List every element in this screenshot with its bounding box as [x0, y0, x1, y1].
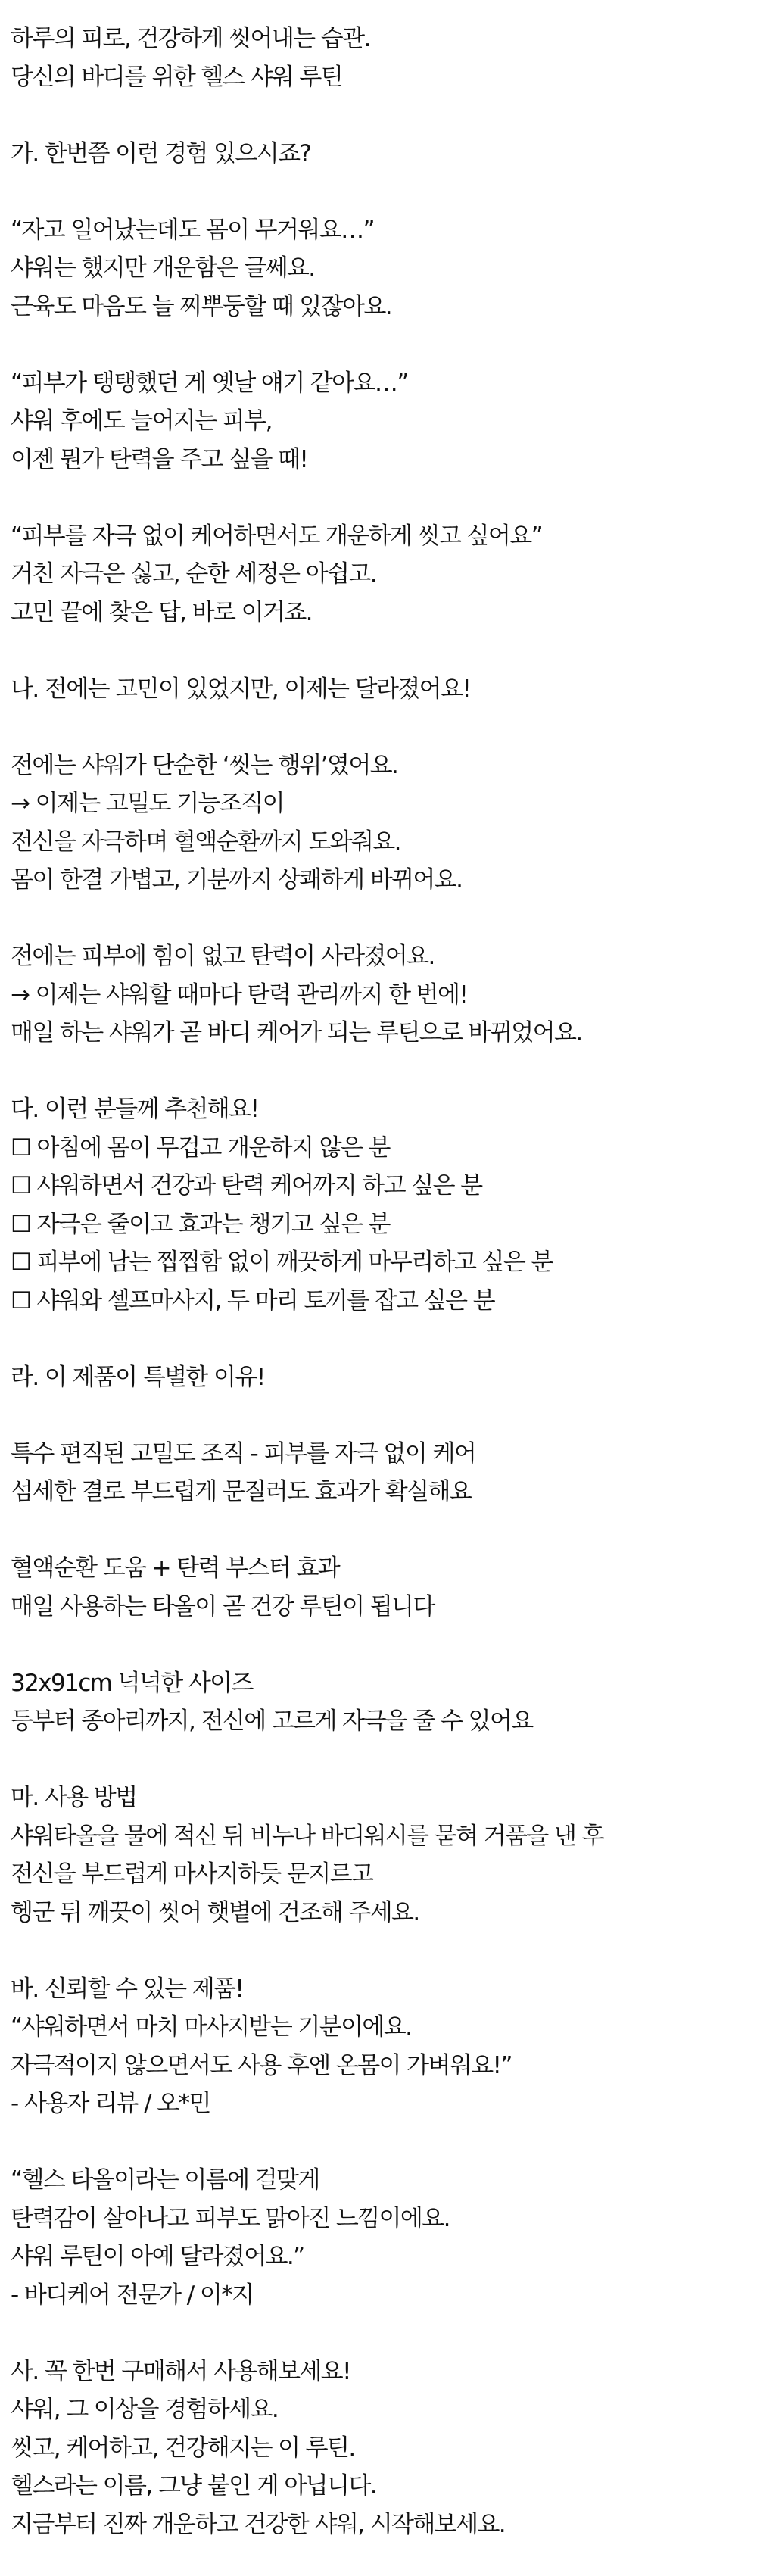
quote-line: “헬스 타올이라는 이름에 걸맞게: [11, 2166, 319, 2194]
feature-paragraph-2: [11, 1549, 757, 1626]
text-line: 이젠 뭔가 탄력을 주고 싶을 때!: [11, 445, 308, 473]
feature-title: 혈액순환 도움 + 탄력 부스터 효과: [11, 1555, 340, 1582]
text-line: 고민 끝에 찾은 답, 바로 이거죠.: [11, 598, 312, 626]
section-ga-heading-block: [11, 135, 757, 173]
text-line: 헹군 뒤 깨끗이 씻어 햇볕에 건조해 주세요.: [11, 1898, 419, 1926]
text-line: 샤워, 그 이상을 경험하세요.: [11, 2396, 279, 2423]
text-line: 지금부터 진짜 개운하고 건강한 샤워, 시작해보세요.: [11, 2510, 506, 2538]
text-line: 샤워는 했지만 개운함은 글쎄요.: [11, 254, 315, 282]
text-line: 등부터 종아리까지, 전신에 고르게 자극을 줄 수 있어요: [11, 1707, 533, 1735]
section-heading: 다. 이런 분들께 추천해요!: [11, 1096, 259, 1123]
checklist-item: ☐ 아침에 몸이 무겁고 개운하지 않은 분: [11, 1134, 390, 1162]
usage-block: [11, 1779, 757, 1932]
feature-title: 32x91cm 넉넉한 사이즈: [11, 1669, 253, 1697]
section-heading: 가. 한번쯤 이런 경험 있으시죠?: [11, 139, 311, 167]
headline: 하루의 피로, 건강하게 씻어내는 습관.: [11, 25, 370, 52]
text-line: 매일 사용하는 타올이 곧 건강 루틴이 됩니다: [11, 1592, 435, 1620]
checklist-item: ☐ 샤워와 셀프마사지, 두 마리 토끼를 잡고 싶은 분: [11, 1286, 495, 1315]
text-line: 전에는 샤워가 단순한 ‘씻는 행위’였어요.: [11, 751, 398, 779]
review-attribution: - 바디케어 전문가 / 이*지: [11, 2281, 254, 2309]
checklist-item: ☐ 샤워하면서 건강과 탄력 케어까지 하고 싶은 분: [11, 1172, 482, 1199]
text-line: 거친 자극은 싫고, 순한 세정은 아쉽고.: [11, 560, 376, 588]
section-heading: 바. 신뢰할 수 있는 제품!: [11, 1975, 244, 2003]
experience-paragraph-3: [11, 517, 757, 632]
subheadline: 당신의 바디를 위한 헬스 샤워 루틴: [11, 63, 343, 91]
text-line: 몸이 한결 가볍고, 기분까지 상쾌하게 바뀌어요.: [11, 866, 463, 893]
arrow-line: → 이제는 샤워할 때마다 탄력 관리까지 한 번에!: [11, 981, 468, 1009]
quote-line: “피부를 자극 없이 케어하면서도 개운하게 씻고 싶어요”: [11, 522, 543, 550]
text-line: 샤워타올을 물에 적신 뒤 비누나 바디워시를 묻혀 거품을 낸 후: [11, 1822, 603, 1850]
text-line: 헬스라는 이름, 그냥 붙인 게 아닙니다.: [11, 2472, 376, 2500]
quote-line: 자극적이지 않으면서도 사용 후엔 온몸이 가벼워요!”: [11, 2051, 512, 2079]
text-line: 전에는 피부에 힘이 없고 탄력이 사라졌어요.: [11, 943, 435, 970]
checklist-item: ☐ 자극은 줄이고 효과는 챙기고 싶은 분: [11, 1210, 390, 1238]
review-block-1: [11, 1970, 757, 2123]
feature-paragraph-1: [11, 1435, 757, 1511]
text-line: 전신을 부드럽게 마사지하듯 문지르고: [11, 1860, 373, 1888]
section-ra-heading-block: [11, 1358, 757, 1397]
section-heading: 마. 사용 방법: [11, 1784, 137, 1811]
section-na-heading-block: [11, 670, 757, 709]
arrow-line: → 이제는 고밀도 기능조직이: [11, 790, 284, 817]
quote-line: “피부가 탱탱했던 게 옛날 얘기 같아요…”: [11, 369, 408, 397]
quote-line: “샤워하면서 마치 마사지받는 기분이에요.: [11, 2013, 412, 2041]
experience-paragraph-2: [11, 364, 757, 479]
experience-paragraph-1: [11, 211, 757, 326]
text-line: 샤워 후에도 늘어지는 피부,: [11, 407, 272, 435]
text-line: 매일 하는 샤워가 곧 바디 케어가 되는 루틴으로 바뀌었어요.: [11, 1019, 582, 1046]
checklist-item: ☐ 피부에 남는 찝찝함 없이 깨끗하게 마무리하고 싶은 분: [11, 1249, 553, 1276]
text-line: 근육도 마음도 늘 찌뿌둥할 때 있잖아요.: [11, 292, 392, 320]
feature-title: 특수 편직된 고밀도 조직 - 피부를 자극 없이 케어: [11, 1439, 476, 1467]
before-after-paragraph-1: [11, 747, 757, 900]
text-line: 전신을 자극하며 혈액순환까지 도와줘요.: [11, 828, 400, 856]
closing-block: [11, 2353, 757, 2544]
section-heading: 나. 전에는 고민이 있었지만, 이제는 달라졌어요!: [11, 675, 471, 703]
section-heading: 라. 이 제품이 특별한 이유!: [11, 1363, 265, 1391]
before-after-paragraph-2: [11, 937, 757, 1053]
review-block-2: [11, 2161, 757, 2314]
quote-line: “자고 일어났는데도 몸이 무거워요…”: [11, 216, 374, 244]
recommendation-block: [11, 1090, 757, 1320]
quote-line: 샤워 루틴이 아예 달라졌어요.”: [11, 2243, 304, 2270]
quote-line: 탄력감이 살아나고 피부도 맑아진 느낌이에요.: [11, 2204, 450, 2232]
review-attribution: - 사용자 리뷰 / 오*민: [11, 2090, 210, 2117]
text-line: 씻고, 케어하고, 건강해지는 이 루틴.: [11, 2434, 355, 2462]
text-line: 섬세한 결로 부드럽게 문질러도 효과가 확실해요: [11, 1478, 472, 1505]
feature-paragraph-3: [11, 1664, 757, 1741]
section-heading: 사. 꼭 한번 구매해서 사용해보세요!: [11, 2357, 350, 2385]
intro-block: [11, 20, 757, 96]
